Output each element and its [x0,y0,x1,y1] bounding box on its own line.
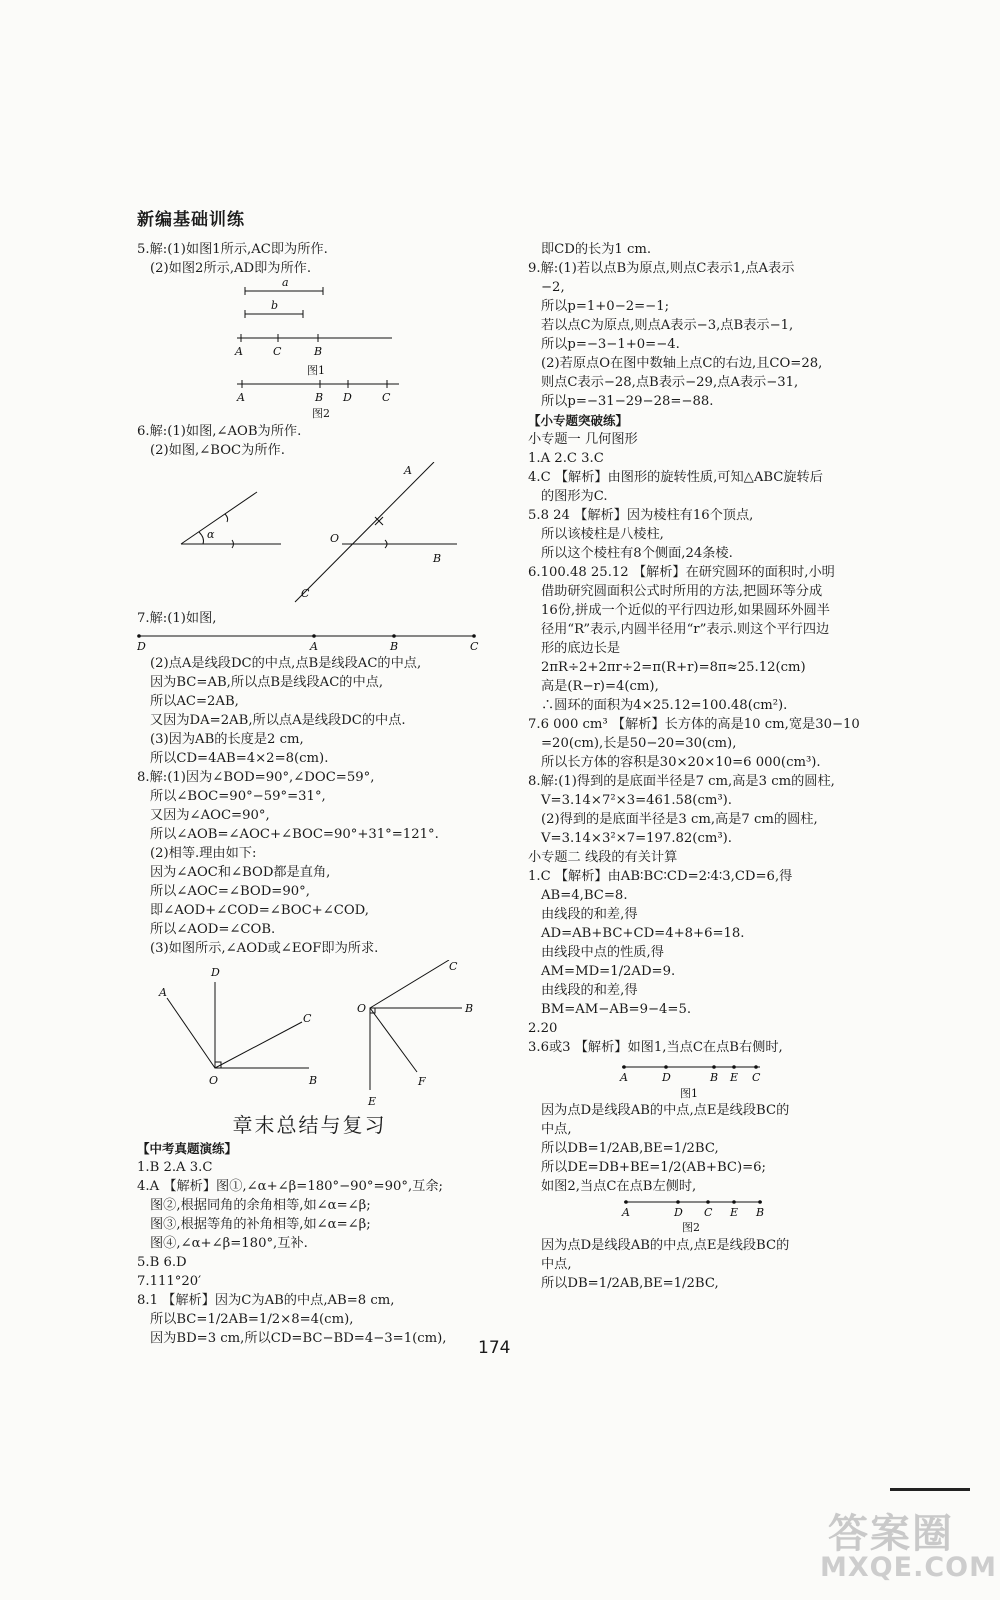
fig-label: D [137,640,146,652]
text-line: 所以p=−3−1+0=−4. [541,337,680,352]
fig-label: A [404,464,412,477]
text-line: 5.解:(1)如图1所示,AC即为所作. [137,242,328,257]
fig-label: α [207,528,215,541]
text-line: 8.解:(1)因为∠BOD=90°,∠DOC=59°, [137,770,375,785]
figure-8-svg [137,960,482,1110]
text-line: 4.C 【解析】由图形的旋转性质,可知△ABC旋转后 [528,470,823,485]
page-header: 新编基础训练 [137,210,245,230]
text-line: BM=AM−AB=9−4=5. [541,1002,692,1017]
text-line: 所以该棱柱是八棱柱, [541,527,664,542]
fig-label: O [209,1074,219,1087]
fig-label: A [237,391,245,404]
text-line: 所以CD=4AB=4×2=8(cm). [150,751,329,766]
page-number: 174 [478,1338,511,1358]
fig-label: A [310,640,318,652]
fig-label: a [282,280,289,289]
text-line: 因为∠AOC和∠BOD都是直角, [150,865,331,880]
text-line: 1.B 2.A 3.C [137,1160,213,1175]
fig-label: D [662,1071,671,1084]
fig-label: C [301,587,310,600]
text-line: 3.6或3 【解析】如图1,当点C在点B右侧时, [528,1040,783,1055]
text-line: V=3.14×7²×3=461.58(cm³). [541,793,732,808]
text-line: 径用“R”表示,内圆半径用“r”表示.则这个平行四边 [541,622,830,637]
fig-label: E [368,1095,377,1108]
text-line: 即CD的长为1 cm. [541,242,652,257]
text-line: 8.1 【解析】因为C为AB的中点,AB=8 cm, [137,1293,395,1308]
text-line: 因为BD=3 cm,所以CD=BC−BD=4−3=1(cm), [150,1331,447,1346]
text-line: 所以∠AOC=∠BOD=90°, [150,884,310,899]
figure-5-svg [137,280,437,420]
text-line: 又因为∠AOC=90°, [150,808,270,823]
figure-r2 [528,1198,873,1234]
figure-r1 [528,1059,873,1099]
figure-r2-svg [528,1198,873,1234]
text-line: 则点C表示−28,点B表示−29,点A表示−31, [541,375,799,390]
fig-label: O [330,532,340,545]
fig-caption: 图1 [680,1087,698,1099]
text-line: 图④,∠α+∠β=180°,互补. [150,1236,308,1251]
text-line: AM=MD=1/2AD=9. [541,964,676,979]
text-line: 如图2,当点C在点B左侧时, [541,1179,697,1194]
fig-label: C [752,1071,761,1084]
figure-8 [137,960,482,1110]
watermark-text: 答案圈 [828,1511,954,1557]
watermark-url: MXQE.COM [820,1552,997,1583]
text-line: =20(cm),长是50−20=30(cm), [541,736,737,751]
watermark-rule [890,1488,970,1491]
text-line: 又因为DA=2AB,所以点A是线段DC的中点. [150,713,406,728]
text-line: AD=AB+BC+CD=4+8+6=18. [541,926,745,941]
text-line: 形的底边长是 [541,641,621,656]
figure-7-svg [137,630,482,652]
text-line: 所以长方体的容积是30×20×10=6 000(cm³). [541,755,821,770]
fig-caption: 图2 [682,1221,700,1234]
figure-r1-svg [528,1059,873,1099]
fig-label: D [674,1206,683,1219]
fig-label: A [159,986,167,999]
section-title: 章末总结与复习 [232,1113,387,1137]
text-line: 1.A 2.C 3.C [528,451,604,466]
fig-label: D [211,966,220,979]
fig-label: B [756,1206,765,1219]
text-line: AB=4,BC=8. [541,888,628,903]
fig-label: B [465,1002,474,1015]
fig-label: B [433,552,442,565]
text-line: 2.20 [528,1021,558,1036]
text-line: (2)如图2所示,AD即为所作. [150,261,312,276]
text-line: 若以点C为原点,则点A表示−3,点B表示−1, [541,318,794,333]
text-line: V=3.14×3²×7=197.82(cm³). [541,831,732,846]
fig-label: A [620,1071,628,1084]
topic-heading: 小专题二 线段的有关计算 [528,850,678,865]
fig-label: B [314,345,323,358]
text-line: 由线段中点的性质,得 [541,945,664,960]
fig-label: A [622,1206,630,1219]
text-line: 所以∠AOD=∠COB. [150,922,276,937]
text-line: 所以BC=1/2AB=1/2×8=4(cm), [150,1312,354,1327]
text-line: 因为BC=AB,所以点B是线段AC的中点, [150,675,384,690]
text-line: 图②,根据同角的余角相等,如∠α=∠β; [150,1198,371,1213]
text-line: 所以p=−31−29−28=−88. [541,394,714,409]
text-line: 6.100.48 25.12 【解析】在研究圆环的面积时,小明 [528,565,835,580]
text-line: −2, [541,280,565,295]
fig-label: B [309,1074,318,1087]
text-line: 所以DE=DB+BE=1/2(AB+BC)=6; [541,1160,766,1175]
fig-label: D [343,391,352,404]
text-line: 所以∠AOB=∠AOC+∠BOC=90°+31°=121°. [150,827,439,842]
fig-label: C [704,1206,713,1219]
fig-label: O [357,1002,367,1015]
text-line: 所以DB=1/2AB,BE=1/2BC, [541,1141,719,1156]
fig-label: C [449,960,458,973]
fig-label: C [273,345,282,358]
fig-caption: 图1 [307,364,325,377]
text-line: 因为点D是线段AB的中点,点E是线段BC的 [541,1103,790,1118]
fig-label: A [235,345,243,358]
fig-label: E [730,1206,739,1219]
text-line: (2)点A是线段DC的中点,点B是线段AC的中点, [150,656,422,671]
text-line: 5.B 6.D [137,1255,187,1270]
text-line: (3)如图所示,∠AOD或∠EOF即为所求. [150,941,379,956]
figure-5 [137,280,482,420]
figure-6 [137,462,482,607]
text-line: (2)若原点O在图中数轴上点C的右边,且CO=28, [541,356,823,371]
right-column [528,240,873,1293]
fig-label: F [418,1075,426,1088]
text-line: 9.解:(1)若以点B为原点,则点C表示1,点A表示 [528,261,795,276]
text-line: (2)如图,∠BOC为所作. [150,443,285,458]
text-line: 6.解:(1)如图,∠AOB为所作. [137,424,302,439]
text-line: 所以这个棱柱有8个侧面,24条棱. [541,546,733,561]
figure-7 [137,630,482,652]
section-heading: 【小专题突破练】 [528,413,629,428]
fig-label: B [315,391,324,404]
text-line: 1.C 【解析】由AB∶BC∶CD=2∶4∶3,CD=6,得 [528,869,793,884]
fig-label: C [303,1012,312,1025]
text-line: 因为点D是线段AB的中点,点E是线段BC的 [541,1238,790,1253]
text-line: 由线段的和差,得 [541,907,638,922]
text-line: 4.A 【解析】图①,∠α+∠β=180°−90°=90°,互余; [137,1179,443,1194]
fig-label: C [382,391,391,404]
text-line: (2)得到的是底面半径是3 cm,高是7 cm的圆柱, [541,812,818,827]
fig-label: B [710,1071,719,1084]
figure-6-svg [137,462,482,607]
fig-caption: 图2 [312,407,330,420]
text-line: 16份,拼成一个近似的平行四边形,如果圆环外圆半 [541,603,830,618]
text-line: 高是(R−r)=4(cm), [541,679,659,694]
text-line: 7.111°20′ [137,1274,202,1289]
text-line: 中点, [541,1122,572,1137]
text-line: 由线段的和差,得 [541,983,638,998]
fig-label: b [271,299,279,312]
fig-label: E [730,1071,739,1084]
text-line: 8.解:(1)得到的是底面半径是7 cm,高是3 cm的圆柱, [528,774,835,789]
fig-label: B [390,640,399,652]
text-line: 借助研究圆面积公式时所用的方法,把圆环等分成 [541,584,823,599]
section-heading: 【中考真题演练】 [137,1141,238,1156]
watermark [820,1488,997,1592]
text-line: 所以∠BOC=90°−59°=31°, [150,789,326,804]
text-line: (2)相等.理由如下: [150,846,257,861]
text-line: (3)因为AB的长度是2 cm, [150,732,304,747]
fig-label: C [470,640,479,652]
text-line: 图③,根据等角的补角相等,如∠α=∠β; [150,1217,371,1232]
text-line: 所以DB=1/2AB,BE=1/2BC, [541,1276,719,1291]
text-line: 即∠AOD+∠COD=∠BOC+∠COD, [150,903,369,918]
topic-heading: 小专题一 几何图形 [528,432,638,447]
text-line: 7.6 000 cm³ 【解析】长方体的高是10 cm,宽是30−10 [528,717,860,732]
text-line: 5.8 24 【解析】因为棱柱有16个顶点, [528,508,754,523]
text-line: 7.解:(1)如图, [137,611,217,626]
text-line: 所以p=1+0−2=−1; [541,299,670,314]
text-line: 的图形为C. [541,489,608,504]
text-line: 中点, [541,1257,572,1272]
left-column [137,240,482,1348]
text-line: 所以AC=2AB, [150,694,239,709]
text-line: ∴圆环的面积为4×25.12=100.48(cm²). [541,698,788,713]
text-line: 2πR÷2+2πr÷2=π(R+r)=8π≈25.12(cm) [541,660,806,675]
